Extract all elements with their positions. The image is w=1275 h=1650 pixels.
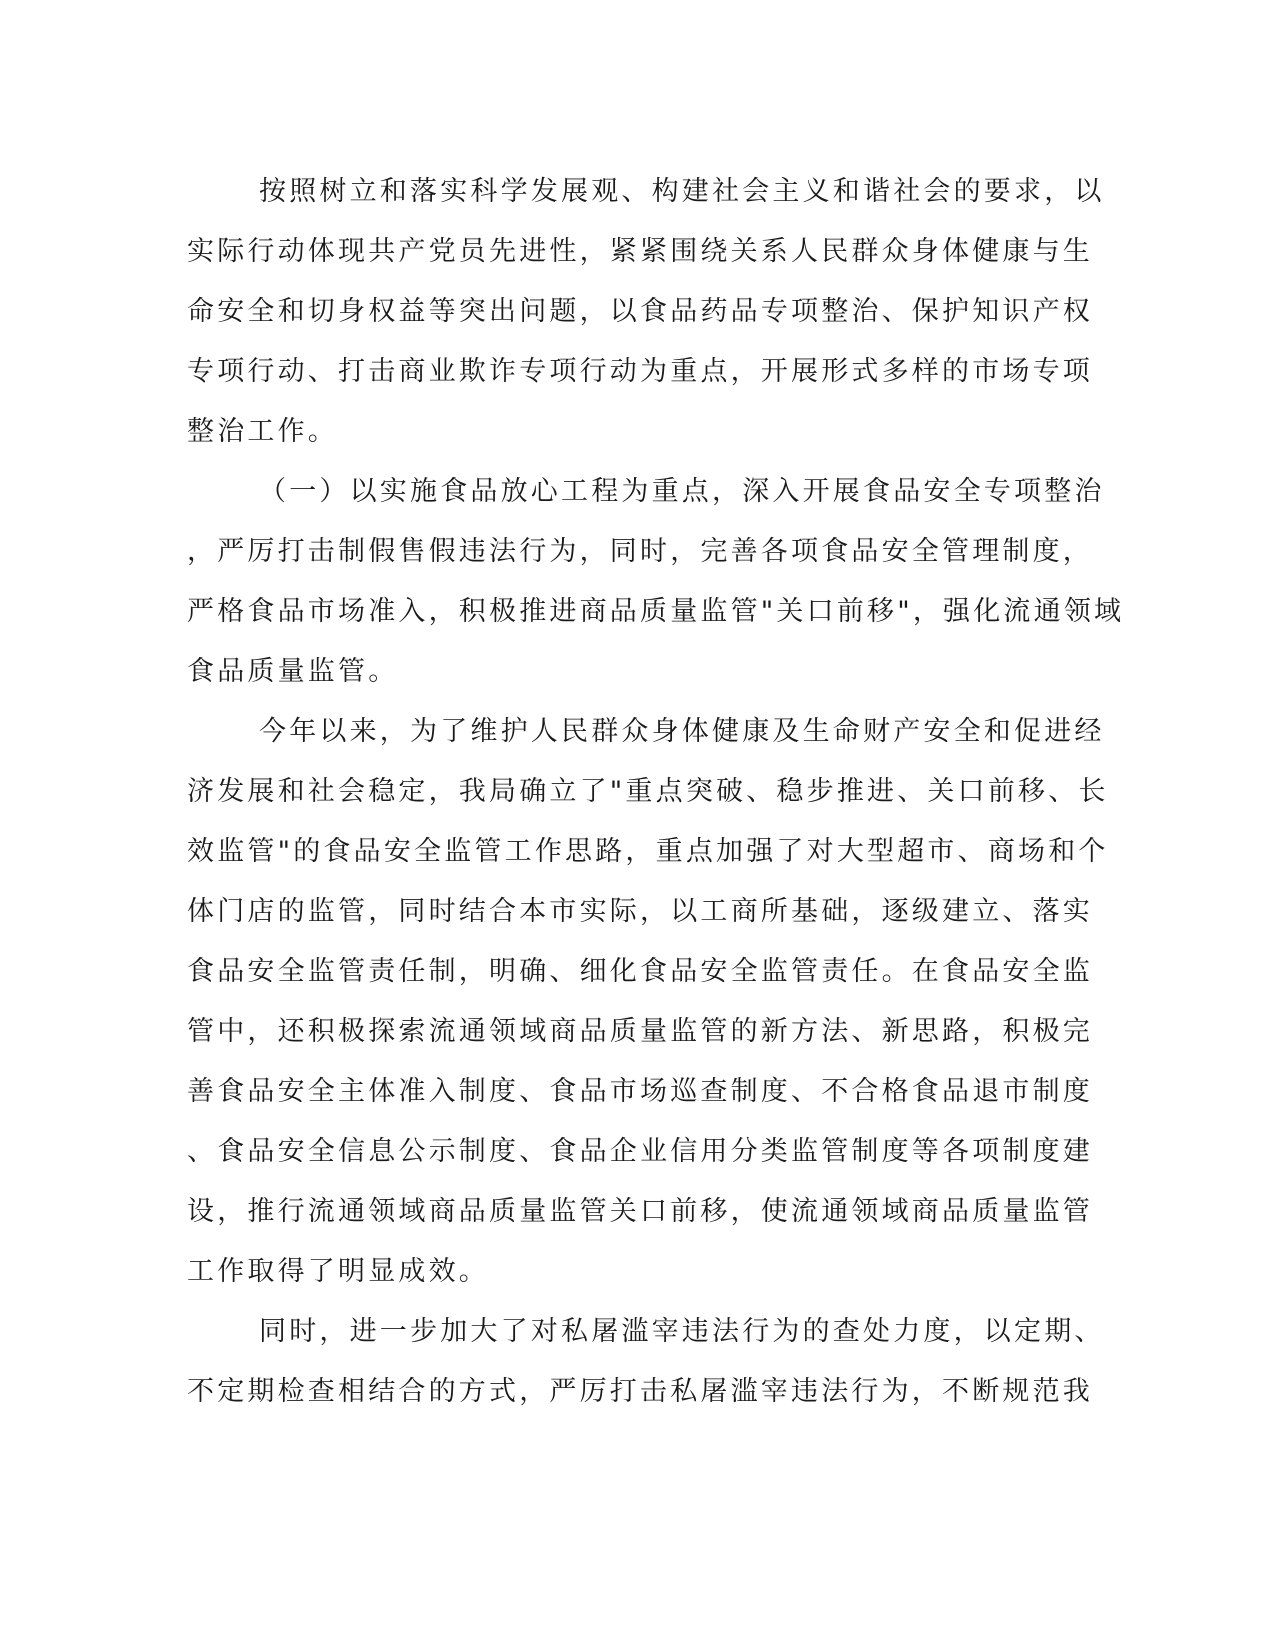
paragraph-4-line-2: 不定期检查相结合的方式，严厉打击私屠滥宰违法行为，不断规范我 (187, 1376, 1093, 1407)
paragraph-3-line-9: 设，推行流通领域商品质量监管关口前移，使流通领域商品质量监管 (187, 1196, 1093, 1227)
paragraph-1-line-4: 专项行动、打击商业欺诈专项行动为重点，开展形式多样的市场专项 (187, 356, 1093, 387)
paragraph-3-line-1: 今年以来，为了维护人民群众身体健康及生命财产安全和促进经 (259, 716, 1105, 747)
paragraph-2-line-4: 食品质量监管。 (187, 656, 399, 687)
paragraph-2-line-2: ，严厉打击制假售假违法行为，同时，完善各项食品安全管理制度， (187, 536, 1093, 567)
paragraph-1-line-5: 整治工作。 (187, 416, 338, 447)
paragraph-1-line-1: 按照树立和落实科学发展观、构建社会主义和谐社会的要求，以 (259, 176, 1105, 207)
paragraph-3-line-4: 体门店的监管，同时结合本市实际，以工商所基础，逐级建立、落实 (187, 896, 1093, 927)
paragraph-4-line-1: 同时，进一步加大了对私屠滥宰违法行为的查处力度，以定期、 (259, 1316, 1105, 1347)
paragraph-3-line-3: 效监管"的食品安全监管工作思路，重点加强了对大型超市、商场和个 (187, 836, 1109, 867)
paragraph-2-line-1: （一）以实施食品放心工程为重点，深入开展食品安全专项整治 (259, 476, 1105, 507)
paragraph-3-line-8: 、食品安全信息公示制度、食品企业信用分类监管制度等各项制度建 (187, 1136, 1093, 1167)
paragraph-1-line-2: 实际行动体现共产党员先进性，紧紧围绕关系人民群众身体健康与生 (187, 236, 1093, 267)
paragraph-2-line-3: 严格食品市场准入，积极推进商品质量监管"关口前移"，强化流通领域 (187, 596, 1125, 627)
paragraph-3-line-6: 管中，还积极探索流通领域商品质量监管的新方法、新思路，积极完 (187, 1016, 1093, 1047)
paragraph-3-line-5: 食品安全监管责任制，明确、细化食品安全监管责任。在食品安全监 (187, 956, 1093, 987)
paragraph-1-line-3: 命安全和切身权益等突出问题，以食品药品专项整治、保护知识产权 (187, 296, 1093, 327)
paragraph-3-line-2: 济发展和社会稳定，我局确立了"重点突破、稳步推进、关口前移、长 (187, 776, 1109, 807)
document-body (187, 162, 1125, 1422)
paragraph-3-line-7: 善食品安全主体准入制度、食品市场巡查制度、不合格食品退市制度 (187, 1076, 1093, 1107)
paragraph-3-line-10: 工作取得了明显成效。 (187, 1256, 489, 1287)
